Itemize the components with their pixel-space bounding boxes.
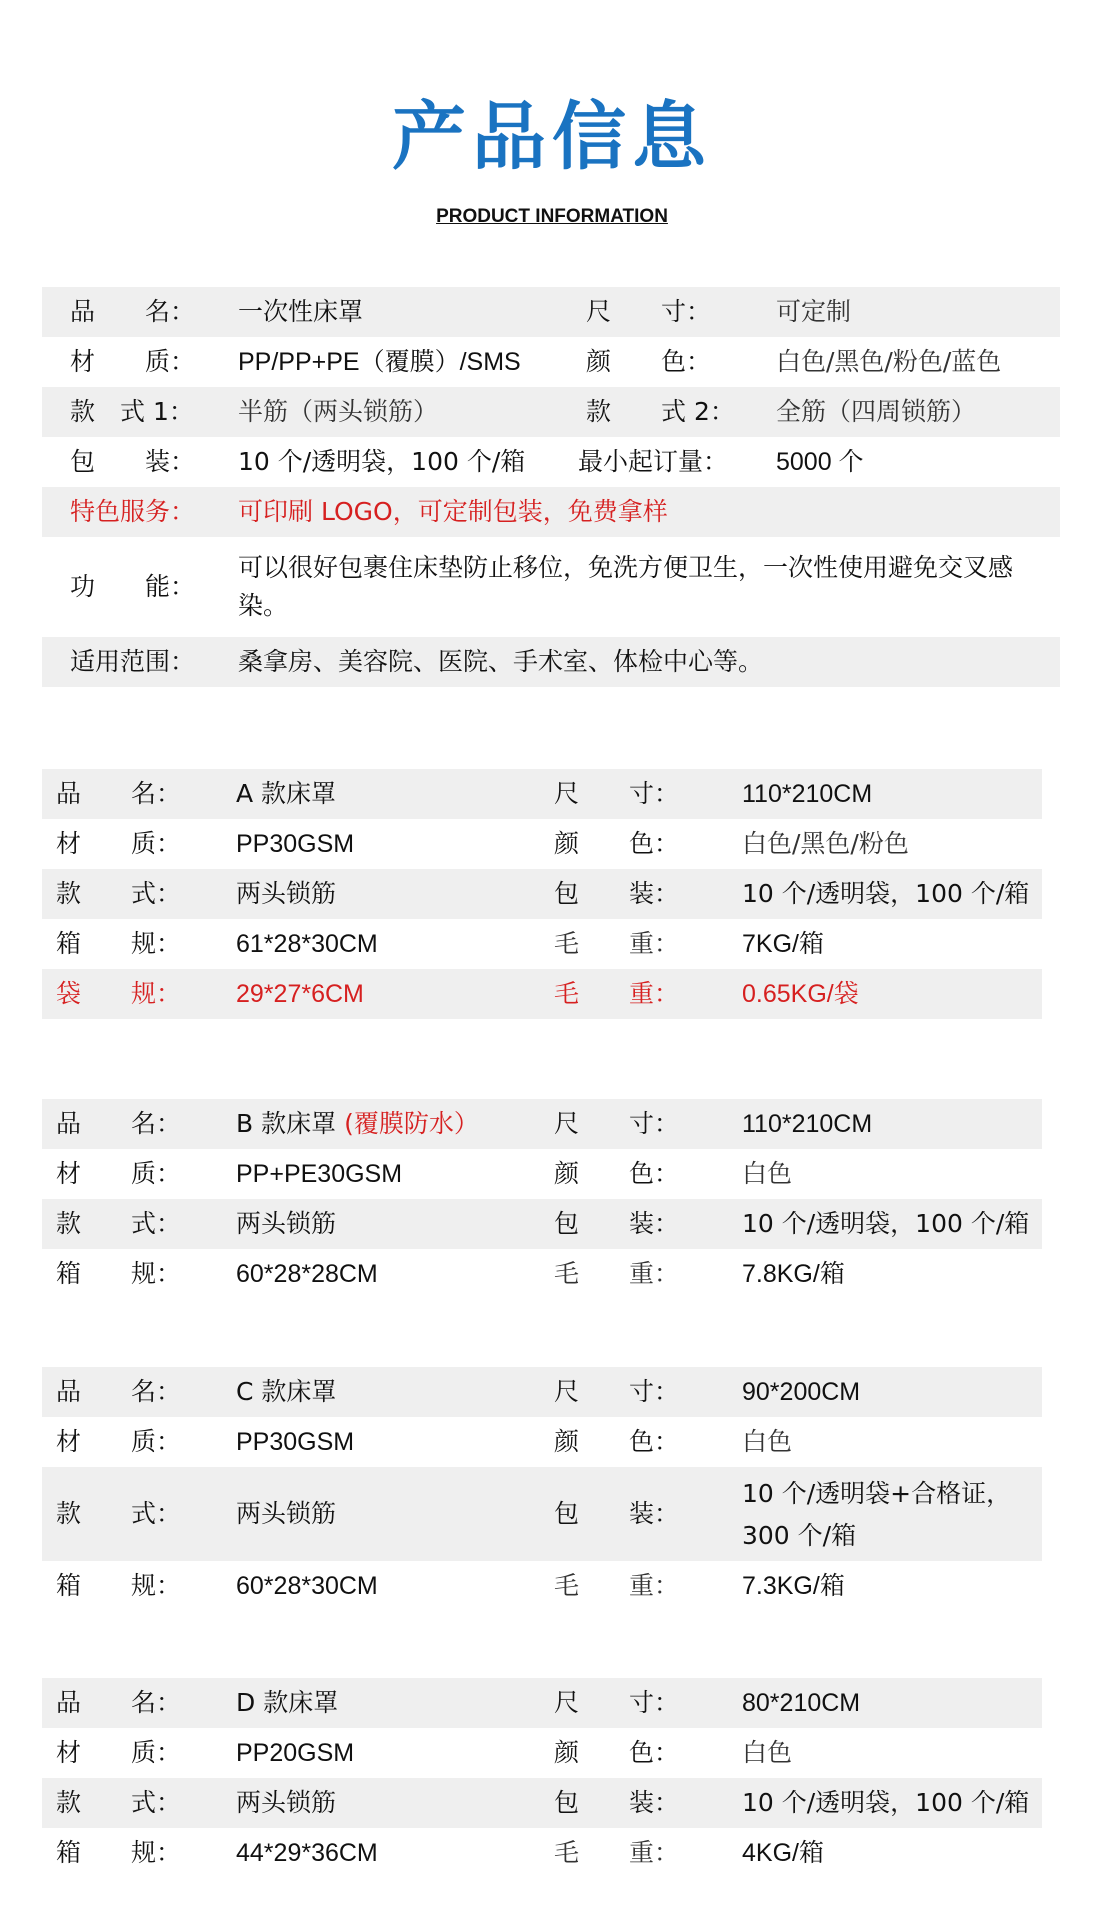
gross-value: 7KG/箱 <box>742 930 824 958</box>
model-c-table <box>42 1367 1042 1611</box>
carton-value: 44*29*36CM <box>236 1839 378 1867</box>
table-row <box>42 1828 1042 1878</box>
name-value: D 款床罩 <box>236 1688 339 1717</box>
size-label: 尺 寸： <box>554 1109 680 1138</box>
size-value: 90*200CM <box>742 1378 861 1406</box>
material-value: PP/PP+PE（覆膜）/SMS <box>238 348 521 376</box>
style-label: 款 式： <box>56 879 182 908</box>
color-label: 颜 色： <box>554 829 680 858</box>
table-row <box>42 969 1042 1019</box>
table-row <box>42 1099 1042 1149</box>
scope-value: 桑拿房、美容院、医院、手术室、体检中心等。 <box>238 647 764 676</box>
pack-label: 包 装： <box>554 1788 680 1817</box>
table-row <box>42 1678 1042 1728</box>
size-value: 可定制 <box>776 297 852 326</box>
spec-row-pack <box>42 437 1060 487</box>
pack-value: 10 个/透明袋，100 个/箱 <box>742 1788 1030 1817</box>
carton-label: 箱 规： <box>56 1571 182 1600</box>
spec-row-service <box>42 487 1060 537</box>
moq-label: 最小起订量： <box>578 447 729 476</box>
style-label: 款 式： <box>56 1788 182 1817</box>
model-a-table <box>42 769 1042 1019</box>
table-row <box>42 769 1042 819</box>
gross-value: 4KG/箱 <box>742 1839 824 1867</box>
size-label: 尺 寸： <box>586 297 712 326</box>
size-label: 尺 寸： <box>554 779 680 808</box>
bag-weight-label: 毛 重： <box>554 979 680 1008</box>
material-value: PP30GSM <box>236 830 355 858</box>
style-value: 两头锁筋 <box>236 1499 337 1528</box>
material-value: PP20GSM <box>236 1739 355 1767</box>
spec-row-material <box>42 337 1060 387</box>
style1-value: 半筋（两头锁筋） <box>238 397 439 426</box>
name-value: A 款床罩 <box>236 779 337 808</box>
pack-value: 10 个/透明袋，100 个/箱 <box>742 1209 1030 1238</box>
general-spec-table <box>42 287 1060 687</box>
name-label: 品 名： <box>56 1688 182 1717</box>
model-name: B 款床罩 <box>236 1109 337 1138</box>
page-subtitle: PRODUCT INFORMATION <box>436 206 668 227</box>
color-value: 白色/黑色/粉色 <box>742 829 909 858</box>
page-title: 产品信息 <box>392 94 712 180</box>
table-row <box>42 1778 1042 1828</box>
material-value: PP+PE30GSM <box>236 1160 403 1188</box>
color-label: 颜 色： <box>586 347 712 376</box>
carton-value: 61*28*30CM <box>236 930 378 958</box>
color-label: 颜 色： <box>554 1427 680 1456</box>
service-value: 可印刷 LOGO，可定制包装，免费拿样 <box>238 497 668 526</box>
style-value: 两头锁筋 <box>236 1209 337 1238</box>
model-d-table <box>42 1678 1042 1878</box>
size-value: 110*210CM <box>742 780 873 808</box>
color-value: 白色 <box>742 1159 793 1188</box>
table-row <box>42 1367 1042 1417</box>
style-label: 款 式： <box>56 1499 182 1528</box>
function-value: 可以很好包裹住床垫防止移位，免洗方便卫生，一次性使用避免交叉感染。 <box>238 553 1014 620</box>
table-row <box>42 869 1042 919</box>
material-label: 材 质： <box>56 1427 182 1456</box>
style-value: 两头锁筋 <box>236 879 337 908</box>
model-b-table <box>42 1099 1042 1299</box>
pack-label: 包 装： <box>70 447 196 476</box>
pack-value: 10 个/透明袋，100 个/箱 <box>238 447 526 476</box>
name-label: 品 名： <box>56 1377 182 1406</box>
carton-label: 箱 规： <box>56 929 182 958</box>
style2-label: 款 式 2： <box>586 397 735 426</box>
table-row <box>42 919 1042 969</box>
material-label: 材 质： <box>56 1738 182 1767</box>
color-value: 白色/黑色/粉色/蓝色 <box>776 347 1002 376</box>
table-row <box>42 1149 1042 1199</box>
spec-row-function <box>42 537 1060 637</box>
pack-label: 包 装： <box>554 1209 680 1238</box>
table-row <box>42 1417 1042 1467</box>
size-value: 110*210CM <box>742 1110 873 1138</box>
color-value: 白色 <box>742 1738 793 1767</box>
pack-value: 10 个/透明袋+合格证，300 个/箱 <box>742 1479 1012 1550</box>
carton-label: 箱 规： <box>56 1838 182 1867</box>
carton-value: 60*28*28CM <box>236 1260 378 1288</box>
gross-label: 毛 重： <box>554 1259 680 1288</box>
gross-label: 毛 重： <box>554 929 680 958</box>
table-row <box>42 1199 1042 1249</box>
color-label: 颜 色： <box>554 1738 680 1767</box>
spec-row-style <box>42 387 1060 437</box>
size-value: 80*210CM <box>742 1689 861 1717</box>
gross-value: 7.3KG/箱 <box>742 1572 845 1600</box>
pack-label: 包 装： <box>554 879 680 908</box>
name-label: 品 名： <box>56 779 182 808</box>
gross-value: 7.8KG/箱 <box>742 1260 845 1288</box>
material-value: PP30GSM <box>236 1428 355 1456</box>
function-label: 功 能： <box>70 572 196 601</box>
bag-weight-value: 0.65KG/袋 <box>742 980 859 1008</box>
table-row <box>42 1467 1042 1561</box>
spec-row-name <box>42 287 1060 337</box>
style-value: 两头锁筋 <box>236 1788 337 1817</box>
name-value: C 款床罩 <box>236 1377 337 1406</box>
moq-value: 5000 个 <box>776 448 864 476</box>
size-label: 尺 寸： <box>554 1688 680 1717</box>
gross-label: 毛 重： <box>554 1571 680 1600</box>
table-row <box>42 1249 1042 1299</box>
scope-label: 适用范围： <box>70 647 196 676</box>
size-label: 尺 寸： <box>554 1377 680 1406</box>
carton-value: 60*28*30CM <box>236 1572 378 1600</box>
name-label: 品 名： <box>70 297 196 326</box>
style2-value: 全筋（四周锁筋） <box>776 397 977 426</box>
spec-row-scope <box>42 637 1060 687</box>
style-label: 款 式： <box>56 1209 182 1238</box>
material-label: 材 质： <box>56 829 182 858</box>
name-value: 一次性床罩 <box>238 297 364 326</box>
gross-label: 毛 重： <box>554 1838 680 1867</box>
color-label: 颜 色： <box>554 1159 680 1188</box>
carton-label: 箱 规： <box>56 1259 182 1288</box>
table-row <box>42 819 1042 869</box>
pack-value: 10 个/透明袋，100 个/箱 <box>742 879 1030 908</box>
color-value: 白色 <box>742 1427 793 1456</box>
name-label: 品 名： <box>56 1109 182 1138</box>
name-value <box>236 1099 479 1149</box>
pack-label: 包 装： <box>554 1499 680 1528</box>
bag-label: 袋 规： <box>56 979 182 1008</box>
material-label: 材 质： <box>56 1159 182 1188</box>
bag-value: 29*27*6CM <box>236 980 364 1008</box>
table-row <box>42 1728 1042 1778</box>
model-note: (覆膜防水） <box>344 1109 479 1138</box>
material-label: 材 质： <box>70 347 196 376</box>
service-label: 特色服务： <box>70 497 196 526</box>
style1-label: 款 式 1： <box>70 397 194 426</box>
table-row <box>42 1561 1042 1611</box>
